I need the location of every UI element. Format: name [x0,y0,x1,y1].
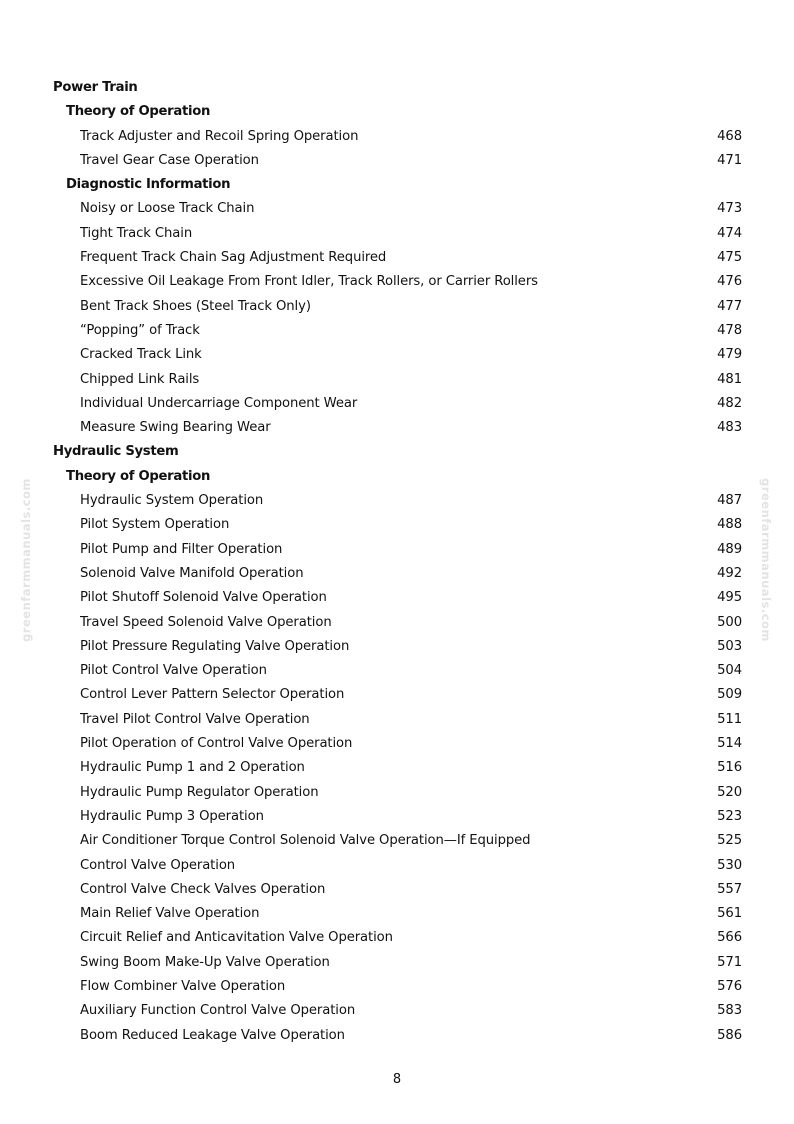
subsection-heading [0,173,794,197]
toc-page-number: 492 [717,565,742,581]
toc-title: Circuit Relief and Anticavitation Valve Operation [80,930,393,946]
toc-title: Flow Combiner Valve Operation [80,978,286,994]
toc-title: Pilot Pressure Regulating Valve Operation [80,638,350,654]
toc-entry[interactable] [0,392,794,416]
toc-title: Cracked Track Link [80,347,202,363]
toc-entry[interactable] [0,902,794,926]
toc-entry[interactable] [0,197,794,221]
toc-title: Air Conditioner Torque Control Solenoid Valve Operation—If Equipped [80,833,531,849]
toc-title: Pilot System Operation [80,517,230,533]
toc-page-number: 489 [717,541,742,557]
toc-title: Track Adjuster and Recoil Spring Operation [80,128,359,144]
subsection-heading [0,465,794,489]
toc-title: “Popping” of Track [80,322,200,338]
toc-entry[interactable] [0,222,794,246]
toc-entry[interactable] [0,416,794,440]
toc-page-number: 509 [717,687,742,703]
toc-entry[interactable] [0,586,794,610]
toc-page-number: 557 [717,881,742,897]
toc-title: Control Valve Operation [80,857,236,873]
toc-entry[interactable] [0,562,794,586]
toc-title: Power Train [53,80,138,95]
toc-title: Travel Gear Case Operation [80,152,259,168]
toc-page-number: 566 [717,930,742,946]
toc-title: Individual Undercarriage Component Wear [80,395,358,411]
toc-title: Hydraulic System Operation [80,493,264,509]
watermark-left: greenfarmmanuals.com [19,478,33,642]
toc-page-number: 504 [717,663,742,679]
toc-page-number: 520 [717,784,742,800]
toc-title: Noisy or Loose Track Chain [80,201,255,217]
toc-page-number: 576 [717,978,742,994]
toc-page-number: 500 [717,614,742,630]
toc-title: Control Valve Check Valves Operation [80,881,326,897]
toc-entry[interactable] [0,319,794,343]
toc-entry[interactable] [0,659,794,683]
toc-entry[interactable] [0,513,794,537]
toc-title: Pilot Control Valve Operation [80,663,267,679]
toc-page-number: 571 [717,954,742,970]
toc-entry[interactable] [0,368,794,392]
toc-page-number: 511 [717,711,742,727]
toc-page-number: 471 [717,152,742,168]
toc-entry[interactable] [0,270,794,294]
toc-entry[interactable] [0,732,794,756]
toc-title: Frequent Track Chain Sag Adjustment Required [80,250,387,266]
toc-page-number: 474 [717,225,742,241]
toc-entry[interactable] [0,951,794,975]
toc-title: Theory of Operation [66,104,211,120]
section-heading [0,440,794,464]
toc-page-number: 483 [717,420,742,436]
toc-entry[interactable] [0,295,794,319]
toc-page-number: 525 [717,833,742,849]
toc-page-number: 495 [717,590,742,606]
toc-page-number: 586 [717,1027,742,1043]
toc-page-number: 487 [717,493,742,509]
toc-page-number: 523 [717,808,742,824]
toc-page-number: 473 [717,201,742,217]
toc-title: Pilot Pump and Filter Operation [80,541,283,557]
toc-page-number: 482 [717,395,742,411]
toc-entry[interactable] [0,611,794,635]
toc-entry[interactable] [0,538,794,562]
toc-page-number: 477 [717,298,742,314]
toc-title: Hydraulic Pump Regulator Operation [80,784,319,800]
toc-entry[interactable] [0,805,794,829]
toc-entry[interactable] [0,926,794,950]
toc-title: Travel Speed Solenoid Valve Operation [80,614,332,630]
toc-entry[interactable] [0,1024,794,1048]
toc-entry[interactable] [0,756,794,780]
toc-entry[interactable] [0,878,794,902]
toc-page-number: 530 [717,857,742,873]
toc-page-number: 516 [717,760,742,776]
toc-title: Diagnostic Information [66,177,231,193]
toc-title: Chipped Link Rails [80,371,200,387]
toc-page-number: 478 [717,322,742,338]
toc-page-number: 561 [717,906,742,922]
toc-title: Tight Track Chain [80,225,193,241]
toc-title: Boom Reduced Leakage Valve Operation [80,1027,345,1043]
toc-page-number: 514 [717,736,742,752]
toc-title: Swing Boom Make-Up Valve Operation [80,954,330,970]
toc-title: Solenoid Valve Manifold Operation [80,565,304,581]
toc-title: Pilot Operation of Control Valve Operation [80,736,353,752]
toc-title: Hydraulic System [53,444,179,460]
toc-title: Travel Pilot Control Valve Operation [80,711,310,727]
toc-entry[interactable] [0,999,794,1023]
toc-entry[interactable] [0,246,794,270]
toc-title: Auxiliary Function Control Valve Operation [80,1003,356,1019]
page-number: 8 [392,1072,402,1087]
toc-entry[interactable] [0,781,794,805]
toc-page-number: 476 [717,274,742,290]
toc-entry[interactable] [0,343,794,367]
toc-page-number: 583 [717,1003,742,1019]
toc-page-number: 479 [717,347,742,363]
toc-entry[interactable] [0,683,794,707]
toc-title: Hydraulic Pump 1 and 2 Operation [80,760,305,776]
toc-page-number: 468 [717,128,742,144]
watermark-right: greenfarmmanuals.com [759,478,773,642]
toc-title: Main Relief Valve Operation [80,906,260,922]
toc-title: Hydraulic Pump 3 Operation [80,808,264,824]
toc-entry[interactable] [0,125,794,149]
toc-entry[interactable] [0,708,794,732]
toc-page-number: 475 [717,250,742,266]
toc-title: Control Lever Pattern Selector Operation [80,687,345,703]
section-heading [0,76,794,100]
toc-title: Bent Track Shoes (Steel Track Only) [80,298,311,314]
toc-entry[interactable] [0,489,794,513]
toc-title: Theory of Operation [66,468,211,484]
toc-entry[interactable] [0,975,794,999]
toc-page-number: 481 [717,371,742,387]
toc-page-number: 488 [717,517,742,533]
toc-entry[interactable] [0,854,794,878]
subsection-heading [0,100,794,124]
table-of-contents [0,76,794,1048]
toc-entry[interactable] [0,829,794,853]
toc-page-number: 503 [717,638,742,654]
toc-title: Pilot Shutoff Solenoid Valve Operation [80,590,327,606]
toc-entry[interactable] [0,149,794,173]
toc-entry[interactable] [0,635,794,659]
toc-title: Measure Swing Bearing Wear [80,420,271,436]
toc-title: Excessive Oil Leakage From Front Idler, Track Rollers, or Carrier Rollers [80,274,538,290]
